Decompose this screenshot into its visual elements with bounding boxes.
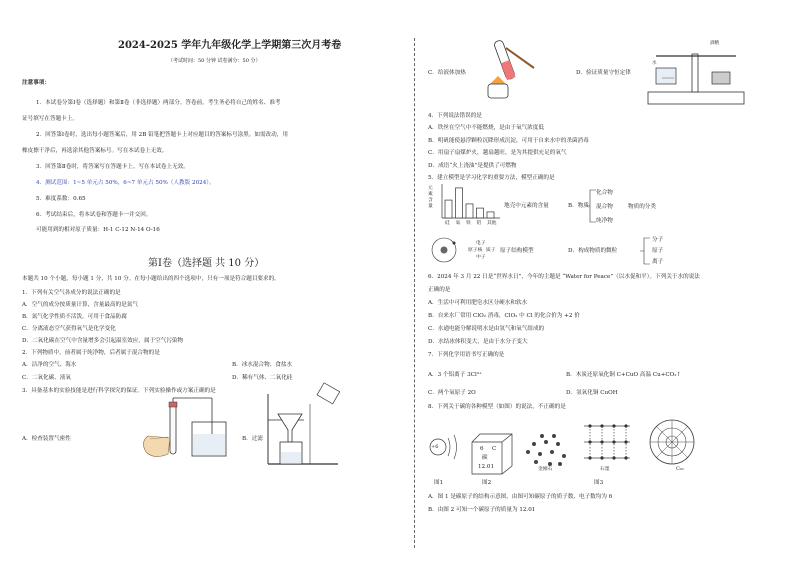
structure-label: 石墨 xyxy=(600,467,610,472)
q5-b-caption: 物质的分类 xyxy=(628,204,656,210)
q5-atom-part: 原子核 xyxy=(468,248,483,253)
q2-option-d: D．稀有气体、二氧化硅 xyxy=(232,375,293,381)
q4-stem: 4．下列说法错误的是 xyxy=(428,113,482,119)
q5-chart-caption: 地壳中元素的含量 xyxy=(504,203,549,209)
bar-铁 xyxy=(466,204,473,218)
graphite-structure xyxy=(580,418,634,470)
q1-option-c: C．分离液态空气获得氧气是化学变化 xyxy=(22,326,116,332)
q7-stem: 7．下列化学用语书写正确的是 xyxy=(428,352,505,358)
element-name: 碳 xyxy=(482,455,488,461)
carbon-atom-core: +6 xyxy=(431,444,439,450)
q1-option-b: B．氮气化学性质不活泼，可用于食品防腐 xyxy=(22,314,127,320)
q5-tree-item: 化合物 xyxy=(596,190,613,196)
bar-硅 xyxy=(445,200,452,218)
chart-tick-label: 氧 xyxy=(455,221,461,226)
fig-label: 图1 xyxy=(434,480,444,486)
note-scope: 4．测试范围：1~5 单元占 50%，6~7 单元占 50%（人教版 2024）。 xyxy=(36,180,215,186)
structure-label: 金刚石 xyxy=(538,467,553,472)
filtration-figure xyxy=(258,384,354,470)
q6-stem: 6．2024 年 3 月 22 日是“世界水日”，今年的主题是 “Water for Peace”（以水促和平）。下列关于水的说法 xyxy=(428,274,700,280)
chart-tick-label: 硅 xyxy=(445,221,450,226)
q8-option-b: B．由图 2 可知一个碳原子的质量为 12.01 xyxy=(428,507,536,513)
exam-info: （考试时间：50 分钟 试卷满分：50 分） xyxy=(168,58,261,64)
fig-label: 图2 xyxy=(482,480,492,486)
column-divider xyxy=(414,38,415,548)
q1-option-d: D．二氧化碳在空气中含量增多会引起温室效应，属于空气污染物 xyxy=(22,338,184,344)
note-line: 橡皮擦干净后，再选涂其他答案标号。写在本试卷上无效。 xyxy=(22,148,168,154)
note-line: 1．本试卷分第Ⅰ卷（选择题）和第Ⅱ卷（非选择题）两部分。答卷前，考生务必将自己的姓名、准考 xyxy=(36,100,281,106)
q6-option-b: B．自来水厂常用 ClO₂ 消毒，ClO₂ 中 Cl 的化合价为 +2 价 xyxy=(428,313,580,319)
q1-stem: 1．下列有关空气各成分的说法正确的是 xyxy=(22,290,121,296)
q3-option-c: C．给液体加热 xyxy=(428,70,466,76)
q2-option-b: B．冰水混合物、食盐水 xyxy=(232,362,293,368)
bar-铝 xyxy=(477,208,484,218)
q4-option-a: A．铁丝在空气中不能燃烧，是由于氧气浓度低 xyxy=(428,125,544,131)
q8-option-a: A．图 1 是碳原子的结构示意图，由图可知碳原子的质子数、电子数均为 6 xyxy=(428,494,613,500)
balance-figure xyxy=(644,34,750,108)
q3-option-b: B．过滤 xyxy=(242,436,263,442)
q5-atom-part: 质子 xyxy=(486,248,496,253)
q7-option-b: B．木炭还原氧化铜 C+CuO 高温 Cu+CO₂↑ xyxy=(566,372,682,378)
note-line: 6．考试结束后，将本试卷和答题卡一并交回。 xyxy=(36,212,152,218)
airtightness-figure xyxy=(140,398,230,466)
q6-option-c: C．水通电能分解说明水是由氢气和氧气组成的 xyxy=(428,326,545,332)
q5-stem: 5．建立模型是学习化学的重要方法，模型正确的是 xyxy=(428,175,555,181)
note-line: 5．难度系数：0.65 xyxy=(36,196,86,202)
q5-chart-ylabel: 元素含量 xyxy=(428,186,433,209)
chart-tick-label: 其他 xyxy=(487,221,497,226)
structure-label: C₆₀ xyxy=(676,467,684,472)
q3-option-d: D．验证质量守恒定律 xyxy=(576,70,631,76)
q5-d-brace xyxy=(640,236,652,266)
note-line: 证号填写在答题卡上。 xyxy=(22,116,78,122)
element-number: 6 xyxy=(480,446,484,452)
q5-tree-item: 混合物 xyxy=(596,204,613,210)
q5-atom-caption: 原子结构模型 xyxy=(500,248,534,254)
q8-stem: 8．下列关于碳的各种模型（如图）的说法，不正确的是 xyxy=(428,404,566,410)
q3-option-a: A．检查装置气密性 xyxy=(22,436,71,442)
page-title: 2024-2025 学年九年级化学上学期第三次月考卷 xyxy=(118,40,342,51)
q6-option-d: D．水结冰体积变大，是由于水分子变大 xyxy=(428,339,528,345)
element-symbol: C xyxy=(492,446,497,452)
q4-option-c: C．用扇子扇煤炉火，越扇越旺，是为其提供充足的氧气 xyxy=(428,150,567,156)
q5-d-item: 原子 xyxy=(652,248,664,254)
q1-option-a: A．空气的成分按质量计算，含量最高的是氮气 xyxy=(22,302,138,308)
balance-label-water: 水 xyxy=(652,61,657,66)
q5-tree-item: 纯净物 xyxy=(596,218,613,224)
q6-stem-2: 正确的是 xyxy=(428,287,451,293)
c60-structure xyxy=(646,416,698,468)
q2-option-a: A．洁净的空气、海水 xyxy=(22,362,77,368)
note-line: 可能用到的相对原子质量：H-1 C-12 N-14 O-16 xyxy=(36,227,160,233)
fig-label: 图3 xyxy=(594,480,604,486)
section-intro: 本题共 10 个小题，每小题 1 分，共 10 分。在每小题给出的四个选项中，只有一项是符合题目要求的。 xyxy=(22,276,280,282)
q7-option-d: D．氢氧化铜 CuOH xyxy=(566,390,618,396)
balance-label-alcohol: 酒精 xyxy=(710,41,719,46)
notes-heading: 注意事项： xyxy=(22,80,50,86)
q5-d-item: 分子 xyxy=(652,237,664,243)
note-line: 3．回答第Ⅱ卷时，将答案写在答题卡上。写在本试卷上无效。 xyxy=(36,164,189,170)
q7-option-a: A．3 个铝离子 3Cl³⁺ xyxy=(428,372,482,378)
section-title: 第Ⅰ卷（选择题 共 10 分） xyxy=(148,258,265,269)
q5-b-label: B．物质 xyxy=(568,203,589,209)
q7-option-c: C．两个氧原子 2O xyxy=(428,390,476,396)
heating-liquid-figure xyxy=(470,38,540,102)
q5-atom-model xyxy=(430,236,460,264)
chart-tick-label: 铁 xyxy=(466,221,471,226)
q5-atom-part: 电子 xyxy=(476,241,486,246)
q2-option-c: C．二氧化碳、液氧 xyxy=(22,375,72,381)
bar-其他 xyxy=(487,212,494,218)
q2-stem: 2．下列物质中，前者属于纯净物，后者属于混合物的是 xyxy=(22,350,160,356)
diamond-structure xyxy=(524,432,570,470)
q5-atom-part: 中子 xyxy=(476,255,486,260)
note-line: 2．回答第Ⅰ卷时，选出每小题答案后，用 2B 铅笔把答题卡上对应题目的答案标号涂黑。如需改动，用 xyxy=(36,132,288,138)
q4-option-b: B．明矾能使悬浮颗粒沉降形成沉淀，可用于自来水中的杀菌消毒 xyxy=(428,138,589,144)
element-mass: 12.01 xyxy=(478,464,495,470)
q5-d-item: 离子 xyxy=(652,259,664,265)
q3-stem: 3．具备基本的实验技能是进行科学探究的保证。下列实验操作或方案正确的是 xyxy=(22,388,216,394)
q5-bar-chart xyxy=(440,184,500,222)
q5-d-label: D．构成物质的微粒 xyxy=(568,248,618,254)
bar-氧 xyxy=(456,188,463,218)
q4-option-d: D．成语“火上浇油”是提供了可燃物 xyxy=(428,163,517,169)
q6-option-a: A．生活中可利用肥皂水区分硬水和软水 xyxy=(428,300,528,306)
chart-tick-label: 铝 xyxy=(476,221,482,226)
